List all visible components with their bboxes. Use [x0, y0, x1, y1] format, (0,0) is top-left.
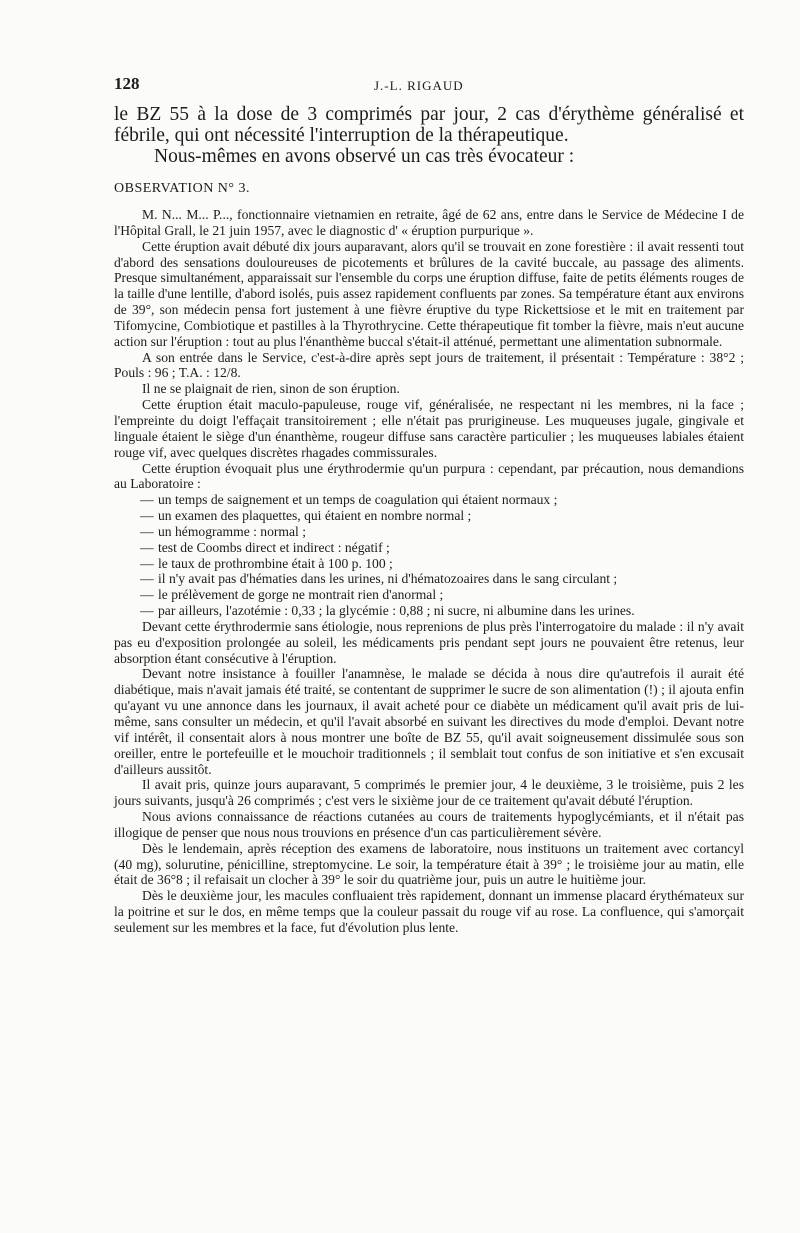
paragraph: Cette éruption évoquait plus une érythrodermie qu'un purpura : cependant, par précaution, nous demandions au Laboratoire : [114, 460, 744, 492]
list-item [114, 571, 744, 587]
lead-paragraph: le BZ 55 à la dose de 3 comprimés par jour, 2 cas d'érythème généralisé et fébrile, qui ont nécessité l'interruption de la thérapeutique. [114, 104, 744, 146]
list-item [114, 540, 744, 556]
paragraph: Il avait pris, quinze jours auparavant, 5 comprimés le premier jour, 4 le deuxième, 3 le troisième, puis 2 les jours suivants, jusqu'à 26 comprimés ; c'est vers le sixième jour de ce traitement qu'avait débuté l'éruption. [114, 777, 744, 809]
page [114, 68, 744, 936]
dash-marker: — [140, 492, 154, 508]
list-item [114, 603, 744, 619]
observation-body [114, 207, 744, 936]
dash-marker: — [140, 539, 154, 555]
paragraph: Dès le lendemain, après réception des examens de laboratoire, nous instituons un traitement avec cortancyl (40 mg), solurutine, pénicilline, streptomycine. Le soir, la température était à 39° ; le troisième jour au matin, elle était de 36°8 ; il refaisait un clocher à 39° le soir du quatrième jour, puis un autre le huitième jour. [114, 840, 744, 888]
page-number: 128 [114, 74, 140, 93]
list-item [114, 492, 744, 508]
dash-marker: — [140, 571, 154, 587]
dash-marker: — [140, 508, 154, 524]
list-item-text: un temps de saignement et un temps de coagulation qui étaient normaux ; [158, 492, 558, 508]
list-item [114, 587, 744, 603]
observation-title: OBSERVATION N° 3. [114, 181, 251, 196]
list-item [114, 556, 744, 572]
list-item-text: par ailleurs, l'azotémie : 0,33 ; la glycémie : 0,88 ; ni sucre, ni albumine dans les urines. [158, 603, 635, 619]
paragraph: Devant cette érythrodermie sans étiologie, nous reprenions de plus près l'interrogatoire du malade : il n'y avait pas eu d'exposition prolongée au soleil, les médicaments pris pendant sept jours ne pouvaient être retenus, leur absorption étant consécutive à l'éruption. [114, 618, 744, 666]
list-item-text: un examen des plaquettes, qui étaient en nombre normal ; [158, 508, 472, 524]
dash-marker: — [140, 603, 154, 619]
list-item-text: un hémogramme : normal ; [158, 523, 306, 539]
paragraph: Devant notre insistance à fouiller l'anamnèse, le malade se décida à nous dire qu'autrefois il aurait été diabétique, mais n'avait jamais été traité, se contentant de supprimer le sucre de son alimentation (!) ; il ajouta enfin qu'ayant vu une annonce dans les journaux, il avait acheté pour ce diabète un médicament qu'il avait pris de lui-même, sans consulter un médecin, et qu'il l'avait absorbé en suivant les directives du mode d'emploi. Devant notre vif intérêt, il consentait alors à nous montrer une boîte de BZ 55, qu'il avait soigneusement dissimulée sous son oreiller, entre le portefeuille et le mouchoir traditionnels ; il semblait tout confus de son initiative et s'en excusait d'ailleurs aussitôt. [114, 666, 744, 777]
list-item [114, 524, 744, 540]
paragraph: Cette éruption était maculo-papuleuse, rouge vif, généralisée, ne respectant ni les membres, ni la face ; l'empreinte du doigt l'effaçait transitoirement ; elle n'était pas prurigineuse. Les muqueuses jugale, gingivale et linguale étaient le siège d'un énanthème, rougeur diffuse sans caractère particulier ; les muqueuses labiales étaient rouge vif, avec quelques discrètes rhagades commissurales. [114, 397, 744, 460]
lab-results-list [114, 492, 744, 619]
dash-marker: — [140, 523, 154, 539]
lead-paragraph: Nous-mêmes en avons observé un cas très évocateur : [154, 146, 575, 167]
paragraph: Il ne se plaignait de rien, sinon de son éruption. [142, 381, 400, 397]
dash-marker: — [140, 587, 154, 603]
paragraph: A son entrée dans le Service, c'est-à-dire après sept jours de traitement, il présentait : Température : 38°2 ; Pouls : 96 ; T.A. : 12/8. [114, 349, 744, 381]
list-item-text: le taux de prothrombine était à 100 p. 100 ; [158, 555, 393, 571]
list-item [114, 508, 744, 524]
lead-text [114, 104, 744, 167]
paragraph: Cette éruption avait débuté dix jours auparavant, alors qu'il se trouvait en zone forestière : il avait ressenti tout d'abord des sensations douloureuses de picotements et brûlures de la cavité buccale, au passage des aliments. Presque simultanément, apparaissait sur l'ensemble du corps une éruption diffuse, faite de petits éléments rouges de la taille d'une lentille, d'abord isolés, puis assez rapidement confluents par zones. Sa température étant aux environs de 39°, son médecin pensa fort justement à une fièvre éruptive du type Rickettsiose et le mit en traitement par Tifomycine, Combiotique et pastilles à la Thyrothrycine. Cette thérapeutique fit tomber la fièvre, mais n'eut aucune action sur l'éruption : tout au plus l'énanthème buccal s'était-il atténué, permettant une alimentation subnormale. [114, 238, 744, 349]
paragraph: Nous avions connaissance de réactions cutanées au cours de traitements hypoglycémiants, et il n'était pas illogique de penser que nous nous trouvions en présence d'un cas particulièrement sévère. [114, 809, 744, 840]
paragraph: Dès le deuxième jour, les macules confluaient très rapidement, donnant un immense placard érythémateux sur la poitrine et sur le dos, en même temps que la couleur passait du rouge vif au rose. La confluence, qui s'amorçait seulement sur les membres et la face, fut d'évolution plus lente. [114, 888, 744, 935]
list-item-text: il n'y avait pas d'hématies dans les urines, ni d'hématozoaires dans le sang circulant ; [158, 571, 618, 587]
paragraph: M. N... M... P..., fonctionnaire vietnamien en retraite, âgé de 62 ans, entre dans le Service de Médecine I de l'Hôpital Grall, le 21 juin 1957, avec le diagnostic d' « éruption purpurique ». [114, 207, 744, 238]
list-item-text: test de Coombs direct et indirect : négatif ; [158, 539, 390, 555]
running-head: J.-L. RIGAUD [374, 78, 464, 93]
dash-marker: — [140, 555, 154, 571]
page-header [114, 68, 744, 98]
list-item-text: le prélèvement de gorge ne montrait rien d'anormal ; [158, 587, 444, 603]
